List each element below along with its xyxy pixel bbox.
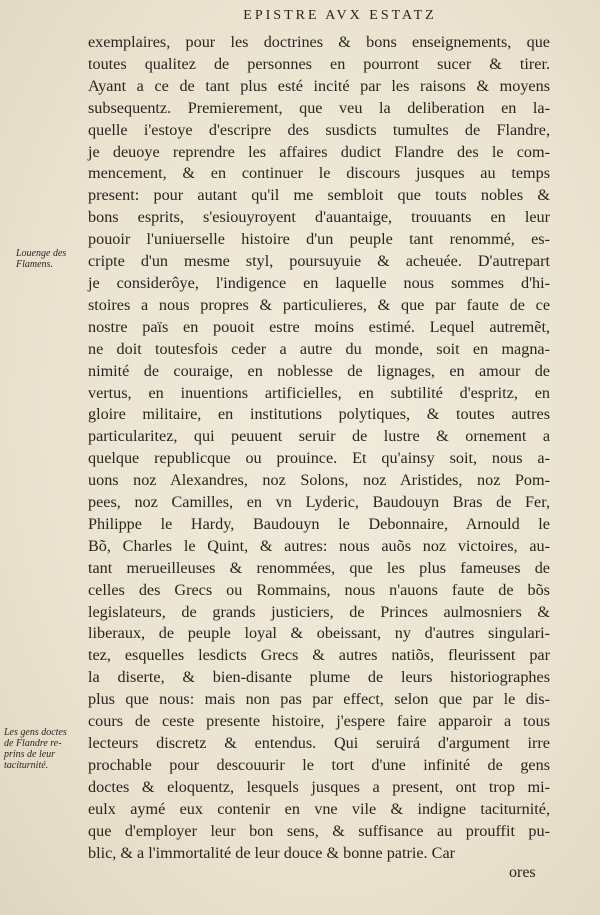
text-line: lecteurs discretz & entendus. Qui seruirá d'argument irre (88, 734, 550, 752)
margin-note-line: taciturnité. (4, 760, 49, 771)
text-line: doctes & eloquentz, lesquels jusques a present, ont trop mi- (88, 777, 550, 796)
text-line: nimité de couraige, en noblesse de lignages, en amour de (88, 361, 550, 380)
running-title: EPISTRE AVX ESTATZ (243, 8, 437, 23)
margin-note-louenge (16, 248, 66, 270)
text-line: mencement, & en continuer le discours jusques au temps (88, 164, 550, 183)
text-line: toutes qualitez de personnes en pourront sucer & tirer. (88, 54, 550, 73)
text-line: exemplaires, pour les doctrines & bons enseignements, que (88, 33, 550, 51)
margin-note-line: Flamens. (16, 259, 53, 270)
text-line: tez, esquelles lesdicts Grecs & autres natiõs, fleurissent par (88, 646, 550, 665)
text-line: plus que nous: mais non pas par effect, selon que par le dis- (88, 690, 550, 709)
text-line: legislateurs, de grands justiciers, de Princes aulmosniers & (88, 602, 550, 621)
text-line: nostre païs en pouoit estre moins estimé. Lequel autremẽt, (88, 317, 550, 336)
text-line: uons noz Alexandres, noz Solons, noz Aristides, noz Pom- (88, 471, 550, 490)
catchword: ores (509, 864, 536, 881)
text-line: je deuoye reprendre les affaires dudict Flandre des le com- (88, 142, 550, 161)
text-line: subsequentz. Premierement, que veu la deliberation en la- (88, 98, 550, 117)
margin-note-line: prins de leur (4, 749, 56, 760)
margin-note-line: Les gens doctes (4, 727, 67, 738)
text-line: bons esprits, s'esiouyroyent d'auantaige, trouuants en leur (88, 208, 550, 227)
margin-note-line: de Flandre re- (4, 738, 62, 749)
text-line: pouoir l'uniuerselle histoire d'un peuple tant renommé, es- (88, 230, 550, 249)
text-line: Ayant a ce de tant plus esté incité par les raisons & moyens (88, 76, 550, 95)
text-line: quelque republicque ou prouince. Et qu'ainsy soit, nous a- (88, 449, 550, 468)
text-line: stoires a nous propres & particulieres, & que par faute de ce (88, 295, 550, 314)
text-line: particularitez, qui peuuent seruir de lustre & ornement a (88, 427, 550, 446)
text-line: la diserte, & bien-disante plume de leurs historiographes (88, 668, 550, 687)
text-line: quelle i'estoye d'escripre des susdicts tumultes de Flandre, (88, 120, 550, 139)
text-line: liberaux, de peuple loyal & obeissant, ny d'autres singulari- (88, 624, 550, 643)
text-line: Philippe le Hardy, Baudouyn le Debonnaire, Arnould le (88, 514, 550, 533)
text-line: que d'employer leur bon sens, & suffisance au prouffit pu- (88, 821, 550, 840)
text-line: cripte d'un mesme styl, poursuyuie & acheuée. D'autrepart (88, 252, 550, 271)
text-line: pees, noz Camilles, en vn Lyderic, Baudouyn Bras de Fer, (88, 493, 550, 512)
text-line: present: pour autant qu'il me sembloit que touts nobles & (88, 186, 550, 205)
text-line: eulx aymé eux contenir en vne vile & indigne taciturnité, (88, 799, 550, 818)
margin-note-line: Louenge des (16, 248, 67, 259)
text-line: prochable pour descouurir le tort d'une infinité de gens (88, 755, 550, 774)
text-line: ne doit toutesfois ceder a autre du monde, soit en magna- (88, 339, 550, 358)
text-line: cours de ceste presente histoire, j'espere faire apparoir a tous (88, 712, 550, 731)
text-line: je considerôye, l'indigence en laquelle nous sommes d'hi- (88, 273, 550, 292)
margin-note-gens-doctes (4, 727, 67, 771)
text-line: gloire militaire, en institutions polytiques, & toutes autres (88, 405, 550, 424)
text-line: celles des Grecs ou Rommains, nous n'auons faute de bõs (88, 580, 550, 599)
text-line: Bõ, Charles le Quint, & autres: nous auõs noz victoires, au- (88, 536, 550, 555)
text-line: vertus, en inuentions artificielles, en subtilité d'espritz, en (88, 383, 550, 402)
text-line: tant merueilleuses & renommées, que les plus fameuses de (88, 558, 550, 577)
text-line: blic, & a l'immortalité de leur douce & bonne patrie. Car (88, 843, 456, 862)
body-text (88, 32, 550, 864)
